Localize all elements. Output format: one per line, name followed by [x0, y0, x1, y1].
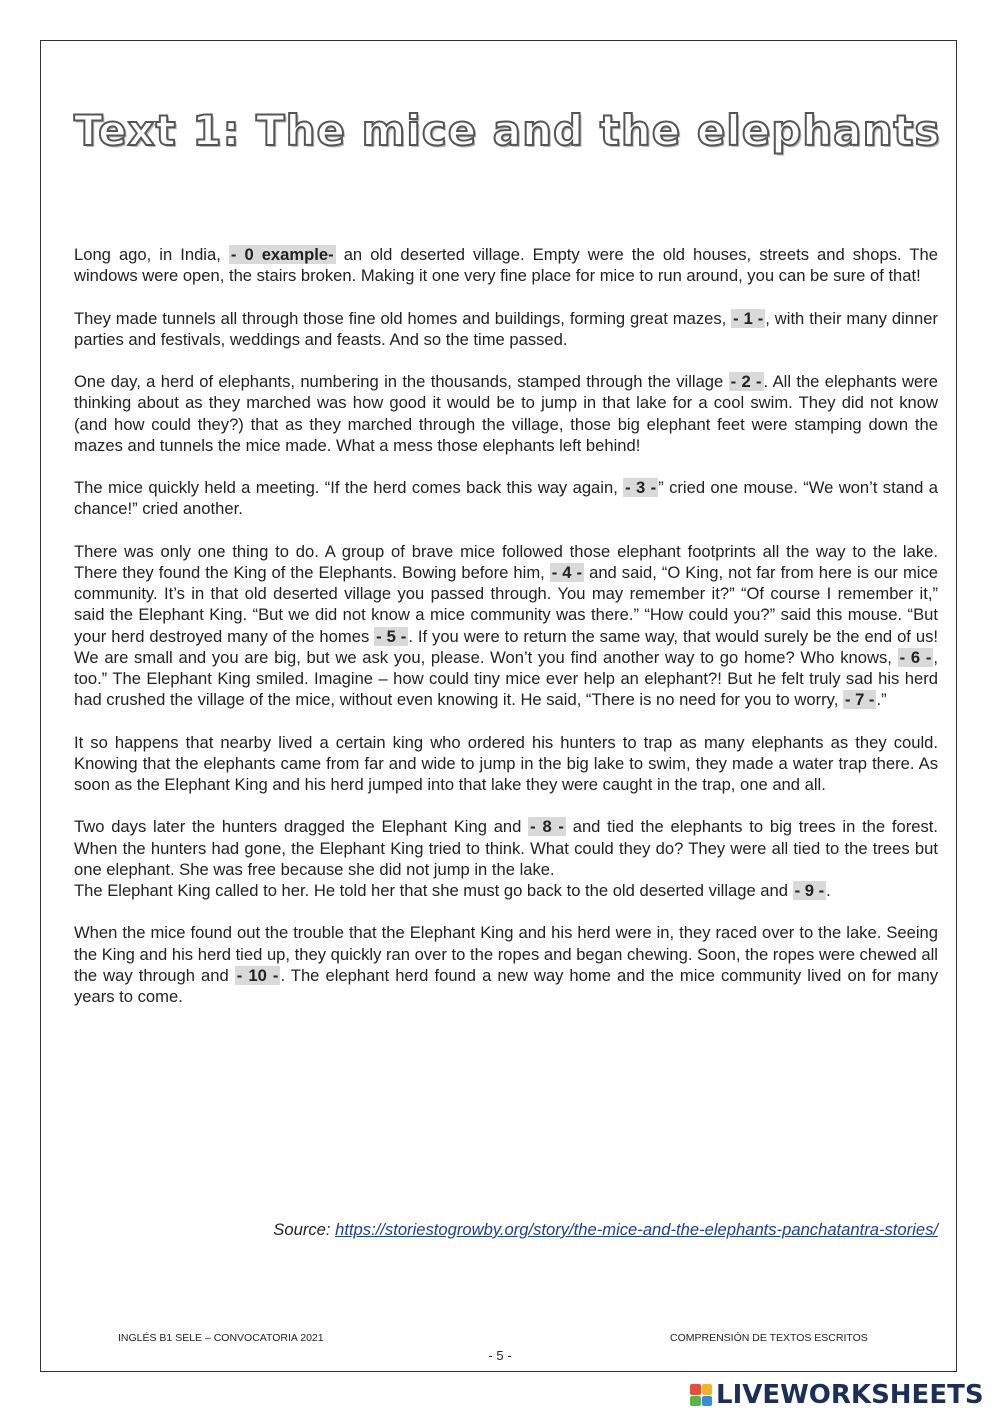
brand-square	[690, 1384, 701, 1395]
source-link[interactable]: https://storiestogrowby.org/story/the-mice-and-the-elephants-panchatantra-stories/	[335, 1220, 938, 1239]
brand-square	[702, 1396, 713, 1407]
brand-logo[interactable]	[690, 1380, 984, 1410]
brand-icon	[690, 1384, 712, 1406]
paragraph-text: There was only one thing to do. A group of brave mice followed those elephant footprints all the way to the lake. There they found the King of the Elephants. Bowing before him,	[74, 541, 938, 582]
gap-marker[interactable]: - 1 -	[733, 308, 764, 328]
paragraph-text: It so happens that nearby lived a certain king who ordered his hunters to trap as many elephants as they could. Knowing that the elephants came from far and wide to jump in the big lake to swim, they made a water trap there. As soon as the Elephant King and his herd jumped into that lake they were caught in the trap, one and all.	[74, 732, 938, 794]
paragraph-text: an old deserted village. Empty were the old houses, streets and shops. The windows were open, the stairs broken. Making it one very fine place for mice to run around, you can be sure of that!	[74, 245, 938, 286]
story-paragraph	[74, 244, 938, 286]
paragraph-text: . If you were to return the same way, that would surely be the end of us! We are small and you are big, but we ask you, please. Won’t you find another way to go home? Who knows,	[74, 626, 938, 667]
gap-marker[interactable]: - 9 -	[794, 881, 825, 900]
paragraph-text: .	[826, 881, 831, 900]
story-paragraph	[74, 732, 938, 796]
paragraph-text: When the mice found out the trouble that the Elephant King and his herd were in, they raced over to the lake. Seeing the King and his herd tied up, they quickly ran over to the ropes and began chewing. Soon, the ropes were chewed all the way through and	[74, 923, 938, 985]
page-title: Text 1: The mice and the elephants	[74, 106, 941, 155]
gap-marker[interactable]: - 8 -	[530, 817, 564, 837]
gap-marker[interactable]: - 6 -	[899, 647, 932, 667]
story-paragraph	[74, 922, 938, 1007]
gap-marker[interactable]: - 3 -	[625, 478, 657, 498]
gap-marker[interactable]: - 10 -	[236, 965, 279, 985]
story-paragraph	[74, 308, 938, 350]
paragraph-text: and said, “O King, not far from here is our mice community. It’s in that old deserted village you passed through. You may remember it?” “Of course I remember it,” said the Elephant King. “But we did not know a mice community was there.” “How could you?” said this mouse. “But your herd destroyed many of the homes	[74, 562, 938, 646]
paragraph-text: They made tunnels all through those fine old homes and buildings, forming great mazes,	[74, 308, 732, 328]
paragraph-text: , too.” The Elephant King smiled. Imagine – how could tiny mice ever help an elephant?! But he felt truly sad his herd had crushed the village of the mice, without even knowing it. He said, “There is no need for you to worry,	[74, 647, 938, 710]
gap-marker[interactable]: - 7 -	[844, 690, 875, 710]
source-label: Source:	[273, 1220, 336, 1239]
gap-marker[interactable]: - 5 -	[376, 626, 407, 646]
story-paragraph	[74, 816, 938, 880]
gap-marker[interactable]: - 0 example-	[230, 245, 334, 264]
paragraph-text: One day, a herd of elephants, numbering in the thousands, stamped through the village	[74, 372, 729, 392]
brand-square	[690, 1396, 701, 1407]
paragraph-text: The Elephant King called to her. He told her that she must go back to the old deserted village and	[74, 881, 793, 900]
paragraph-text: The mice quickly held a meeting. “If the herd comes back this way again,	[74, 478, 624, 498]
paragraph-text: . The elephant herd found a new way home and the mice community lived on for many years to come.	[74, 965, 938, 1006]
story-paragraph	[74, 371, 938, 456]
story-paragraph	[74, 880, 938, 901]
paragraph-text: Two days later the hunters dragged the Elephant King and	[74, 817, 529, 837]
paragraph-text: Long ago, in India,	[74, 245, 229, 264]
paragraph-text: . All the elephants were thinking about as they marched was how good it would be to jump in that lake for a cool swim. They did not know (and how could they?) that as they marched through the village, those big elephant feet were stamping down the mazes and tunnels the mice made. What a mess those elephants left behind!	[74, 372, 939, 455]
gap-marker[interactable]: - 2 -	[730, 372, 762, 392]
paragraph-text: ” cried one mouse. “We won’t stand a chance!” cried another.	[74, 478, 938, 519]
brand-name: LIVEWORKSHEETS	[716, 1380, 984, 1410]
footer-left: INGLÉS B1 SELE – CONVOCATORIA 2021	[118, 1332, 324, 1344]
brand-square	[702, 1384, 713, 1395]
page-number: - 5 -	[488, 1348, 512, 1363]
footer-right: COMPRENSIÓN DE TEXTOS ESCRITOS	[670, 1332, 868, 1344]
source-line	[74, 1220, 938, 1240]
story-paragraph	[74, 541, 938, 711]
story-text	[74, 244, 938, 1028]
gap-marker[interactable]: - 4 -	[551, 562, 583, 582]
paragraph-text: , with their many dinner parties and festivals, weddings and feasts. And so the time passed.	[74, 308, 938, 349]
story-paragraph	[74, 477, 938, 519]
paragraph-text: .”	[876, 690, 887, 710]
paragraph-text: and tied the elephants to big trees in the forest. When the hunters had gone, the Elephant King tried to think. What could they do? They were all tied to the trees but one elephant. She was free because she did not jump in the lake.	[74, 817, 939, 879]
